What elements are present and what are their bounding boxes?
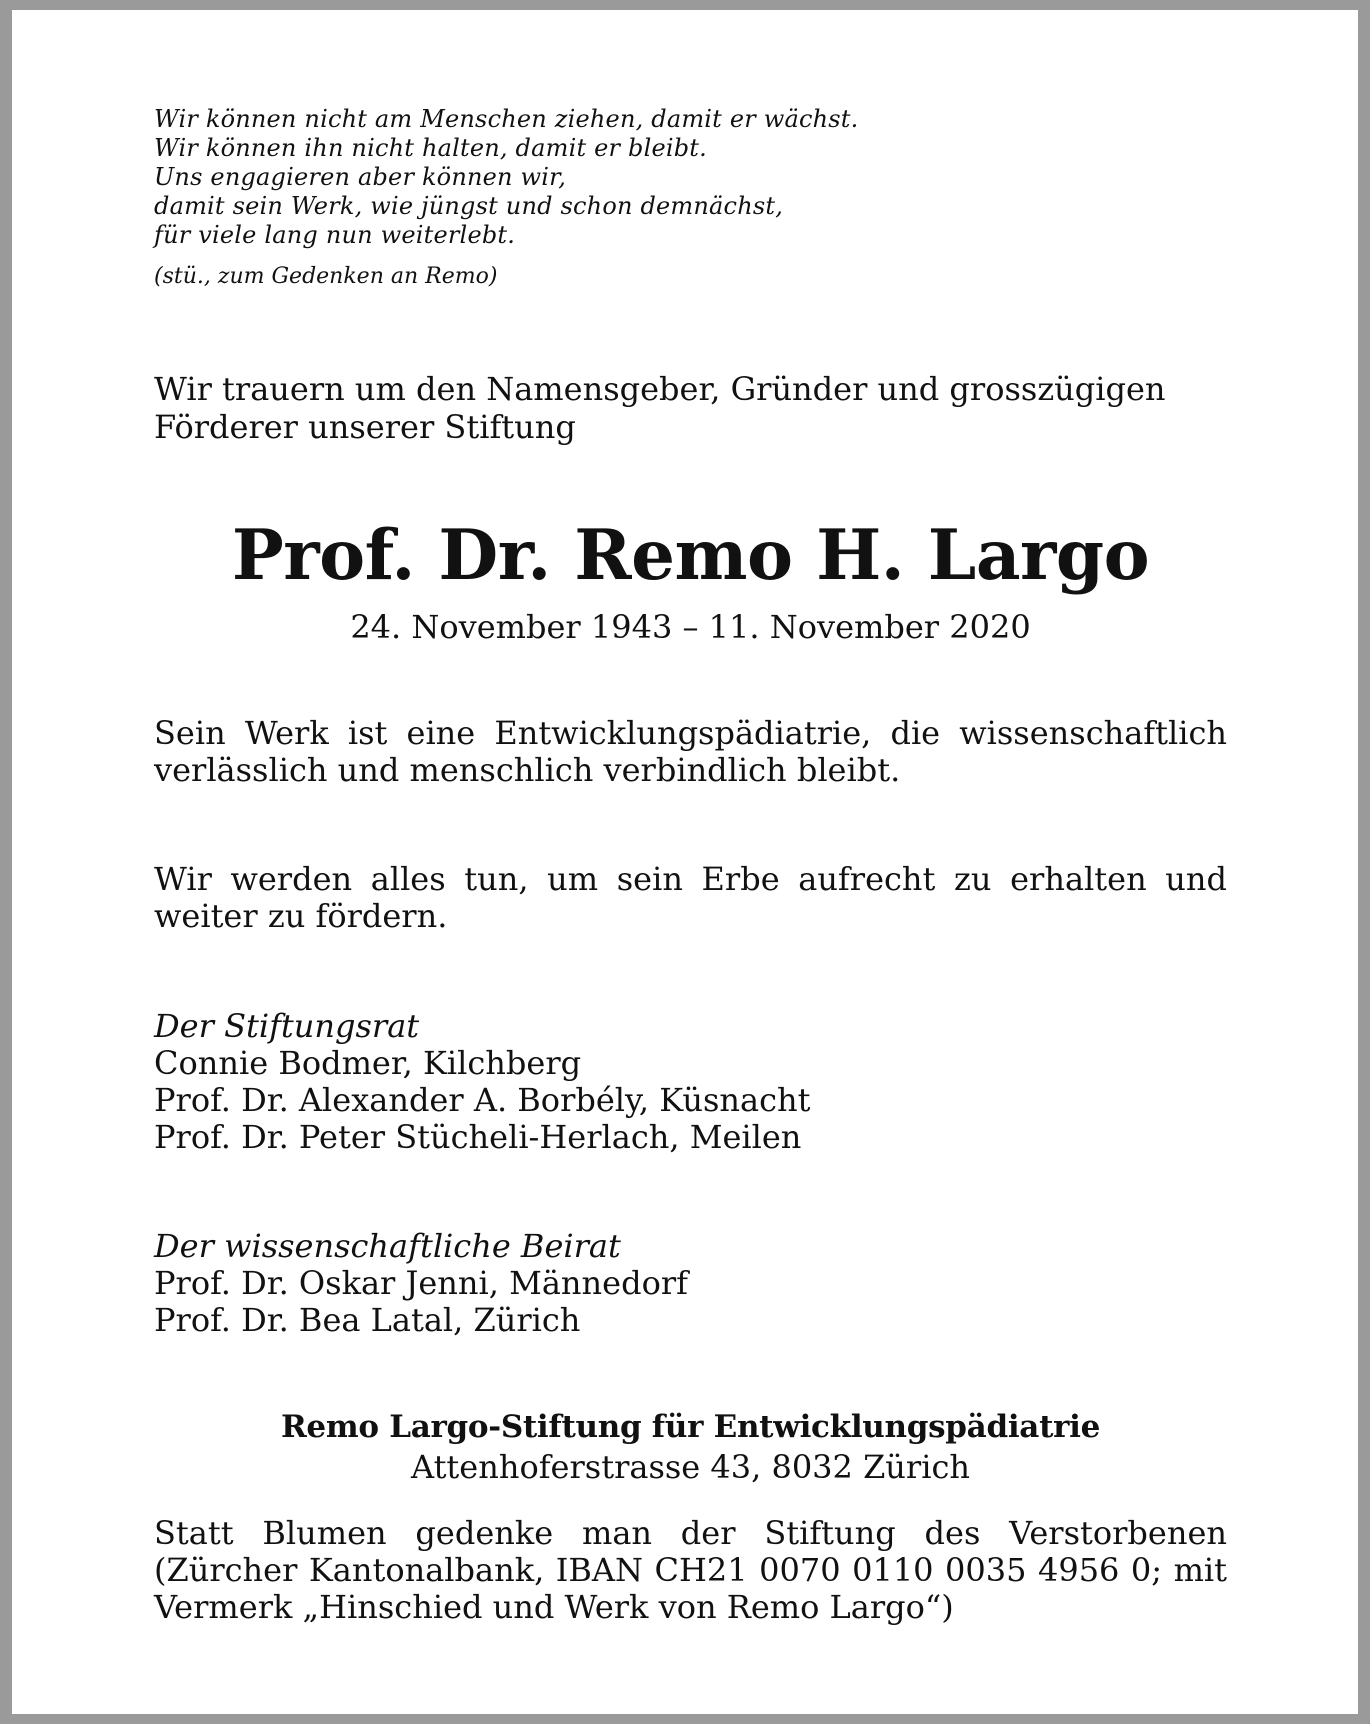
beirat-signatories [154,1228,1227,1339]
motto-line: Uns engagieren aber können wir, [154,163,567,191]
signatory: Prof. Dr. Oskar Jenni, Männedorf [154,1264,688,1302]
foundation-name: Remo Largo-Stiftung für Entwicklungspädiatrie [280,1409,1101,1445]
beirat-heading: Der wissenschaftliche Beirat [154,1227,621,1265]
intro-line: Wir trauern um den Namensgeber, Gründer und grosszügigen [154,370,1166,408]
life-dates: 24. November 1943 – 11. November 2020 [350,608,1031,646]
foundation-address: Attenhoferstrasse 43, 8032 Zürich [411,1448,970,1486]
obituary-page [12,10,1358,1714]
motto-line: Wir können ihn nicht halten, damit er bleibt. [154,134,707,162]
motto-poem [154,105,1054,250]
mourning-intro [154,370,1227,446]
donation-note: Statt Blumen gedenke man der Stiftung des Verstorbenen (Zürcher Kantonalbank, IBAN CH21 0070 0110 0035 4956 0; mit Vermerk „Hinschied und Werk von Remo Largo“) [154,1514,1227,1626]
motto-line: für viele lang nun weiterlebt. [154,221,516,249]
signatory: Prof. Dr. Bea Latal, Zürich [154,1301,581,1339]
tribute-paragraph: Sein Werk ist eine Entwicklungspädiatrie, die wissenschaftlich verlässlich und menschlich verbindlich bleibt. [154,714,1227,789]
signatory: Prof. Dr. Alexander A. Borbély, Küsnacht [154,1081,811,1119]
motto-line: damit sein Werk, wie jüngst und schon demnächst, [154,192,784,220]
signatory: Connie Bodmer, Kilchberg [154,1044,582,1082]
motto-line: Wir können nicht am Menschen ziehen, damit er wächst. [154,105,859,133]
stiftungsrat-signatories [154,1008,1227,1156]
deceased-name: Prof. Dr. Remo H. Largo [231,515,1150,596]
commitment-paragraph: Wir werden alles tun, um sein Erbe aufrecht zu erhalten und weiter zu fördern. [154,860,1227,935]
stiftungsrat-heading: Der Stiftungsrat [154,1007,420,1045]
signatory: Prof. Dr. Peter Stücheli-Herlach, Meilen [154,1118,802,1156]
motto-source: (stü., zum Gedenken an Remo) [154,264,498,289]
intro-line: Förderer unserer Stiftung [154,408,576,446]
